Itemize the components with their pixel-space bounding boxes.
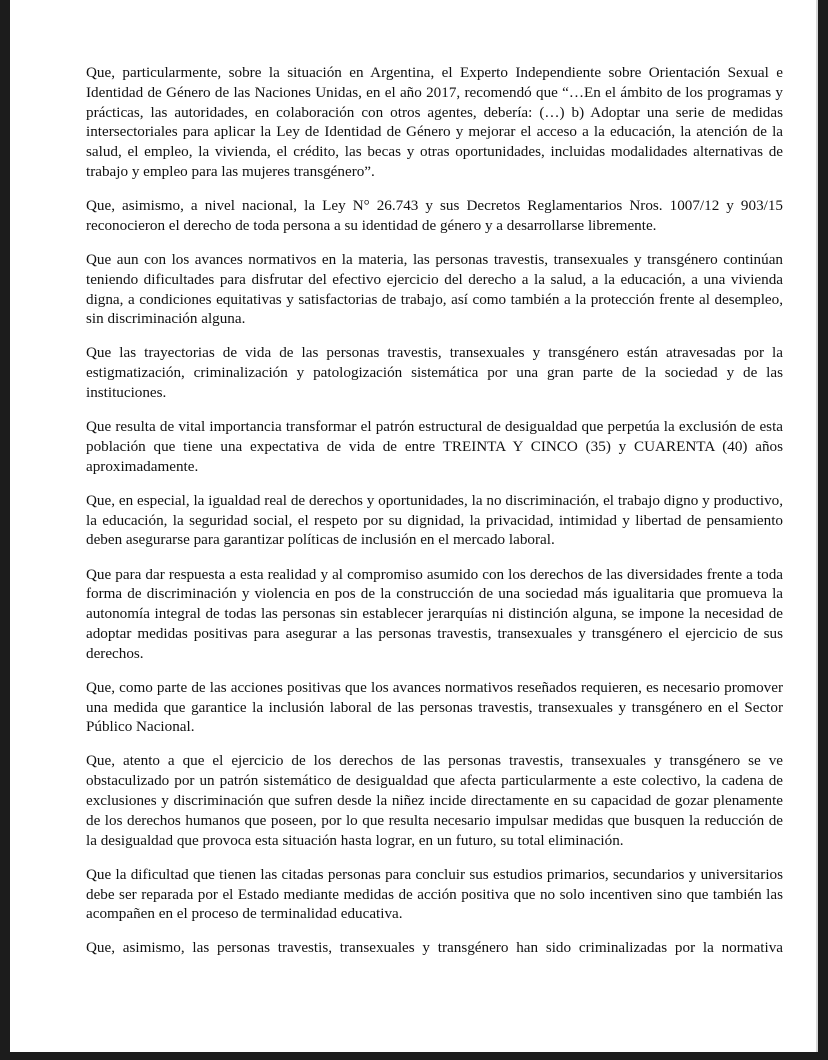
paragraph-inclusion-laboral: Que, como parte de las acciones positivas que los avances normativos reseñados requieren, es necesario promover una medida que garantice la inclusión laboral de las personas travestis, transexuales y transgénero en el Sector Público Nacional. (86, 678, 783, 736)
paragraph-patron-sistematico: Que, atento a que el ejercicio de los derechos de las personas travestis, transexuales y transgénero se ve obstaculizado por un patrón sistemático de desigualdad que afecta particularmente a este colectivo, la cadena de exclusiones y discriminación que sufren desde la niñez incide directamente en su capacidad de gozar plenamente de los derechos humanos que poseen, por lo que resulta necesario impulsar medidas que busquen la reducción de la desigualdad que provoca esta situación hasta lograr, en un futuro, su total eliminación. (86, 752, 783, 849)
paragraph-criminalizacion: Que, asimismo, las personas travestis, transexuales y transgénero han sido criminalizadas por la normativa (86, 939, 783, 957)
document-body (86, 63, 783, 958)
paragraph-avances-normativos: Que aun con los avances normativos en la materia, las personas travestis, transexuales y transgénero continúan teniendo dificultades para disfrutar del efectivo ejercicio del derecho a la salud, a la educación, a una vivienda digna, a condiciones equitativas y satisfactorias de trabajo, así como también a la protección frente al desempleo, sin discriminación alguna. (86, 250, 783, 328)
paragraph-terminalidad-educativa: Que la dificultad que tienen las citadas personas para concluir sus estudios primarios, secundarios y universitarios debe ser reparada por el Estado mediante medidas de acción positiva que no solo incentiven sino que también las acompañen en el proceso de terminalidad educativa. (86, 865, 783, 923)
page-edge (816, 0, 818, 1052)
paragraph-medidas-positivas: Que para dar respuesta a esta realidad y al compromiso asumido con los derechos de las diversidades frente a toda forma de discriminación y violencia en pos de la construcción de una sociedad más igualitaria que promueva la autonomía integral de todas las personas sin establecer jerarquías ni distinción alguna, se impone la necesidad de adoptar medidas positivas para asegurar a las personas travestis, transexuales y transgénero el ejercicio de sus derechos. (86, 565, 783, 662)
paragraph-recomendacion-experto-onu: Que, particularmente, sobre la situación en Argentina, el Experto Independiente sobre Orientación Sexual e Identidad de Género de las Naciones Unidas, en el año 2017, recomendó que “…En el ámbito de los programas y prácticas, las autoridades, en colaboración con otros agentes, debería: (…) b) Adoptar una serie de medidas intersectoriales para aplicar la Ley de Identidad de Género y mejorar el acceso a la educación, la atención de la salud, el empleo, la vivienda, el crédito, las becas y otras oportunidades, incluidas modalidades alternativas de trabajo y empleo para las mujeres transgénero”. (86, 64, 783, 180)
document-page (10, 0, 818, 1052)
paragraph-igualdad-real: Que, en especial, la igualdad real de derechos y oportunidades, la no discriminación, el trabajo digno y productivo, la educación, la seguridad social, el respeto por su dignidad, la privacidad, intimidad y libertad de pensamiento deben asegurarse para garantizar políticas de inclusión en el mercado laboral. (86, 491, 783, 549)
paragraph-expectativa-de-vida: Que resulta de vital importancia transformar el patrón estructural de desigualdad que perpetúa la exclusión de esta población que tiene una expectativa de vida de entre TREINTA Y CINCO (35) y CUARENTA (40) años aproximadamente. (86, 418, 783, 475)
paragraph-trayectorias-de-vida: Que las trayectorias de vida de las personas travestis, transexuales y transgénero están atravesadas por la estigmatización, criminalización y patologización sistemática por una gran parte de la sociedad y de las instituciones. (86, 344, 783, 402)
paragraph-ley-26743: Que, asimismo, a nivel nacional, la Ley N° 26.743 y sus Decretos Reglamentarios Nros. 1007/12 y 903/15 reconocieron el derecho de toda persona a su identidad de género y a desarrollarse libremente. (86, 197, 783, 234)
